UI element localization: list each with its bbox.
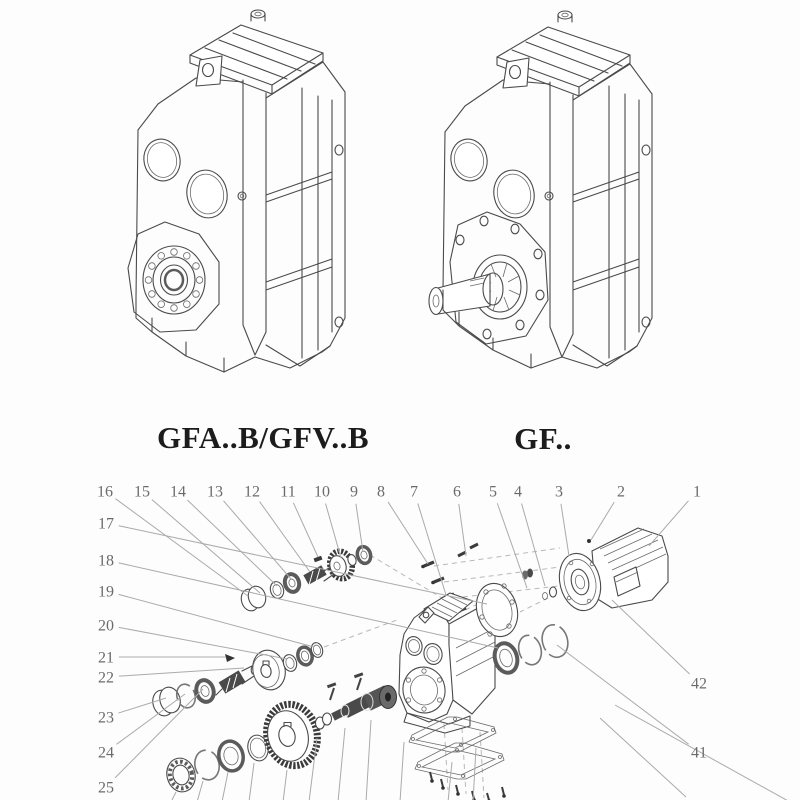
leader-line-6 [459,504,466,556]
leader-line-1 [649,501,688,546]
leader-line-2 [591,502,614,540]
part-callout-41: 41 [691,744,707,762]
left-gearbox-drawing [128,10,345,372]
part-callout-5: 5 [489,483,497,501]
part-callout-7: 7 [410,483,418,501]
part-callout-6: 6 [453,483,461,501]
callout-layer [97,484,707,797]
bearing-rollers [145,249,203,312]
part-callout-42: 42 [691,675,707,693]
leader-line-19 [119,594,314,647]
part-callout-11: 11 [280,483,296,501]
leader-line-42 [612,600,690,674]
leader-line-17 [119,526,487,604]
part-callout-17: 17 [98,515,114,533]
breather-plug-icon [558,11,572,22]
part-callout-13: 13 [207,483,223,501]
cover-bolts [430,772,506,800]
leader-line-9 [356,504,363,552]
part-callout-10: 10 [314,483,330,501]
leader-line-24 [116,694,185,744]
leader-line-41 [557,645,689,744]
left-model-label: GFA..B/GFV..B [156,420,370,455]
leader-line-22 [119,668,244,676]
part-callout-8: 8 [377,483,385,501]
leader-line-8 [388,502,428,564]
part-callout-1: 1 [693,483,701,501]
part-callout-25: 25 [98,779,114,797]
leader-line-11 [293,503,318,557]
part-callout-20: 20 [98,617,114,635]
part-callout-15: 15 [134,483,150,501]
leader-line-10 [326,504,341,558]
part-callout-3: 3 [555,483,563,501]
part-callout-14: 14 [170,483,186,501]
leader-line-5 [497,503,527,588]
motor [522,528,668,615]
leader-line-20 [119,627,287,659]
breather-plug-icon [251,10,265,21]
part-callout-24: 24 [98,744,114,762]
part-callout-4: 4 [514,483,522,501]
right-gearbox-drawing [429,11,652,368]
key [225,654,235,662]
part-callout-23: 23 [98,709,114,727]
part-callout-22: 22 [98,669,114,687]
part-callout-2: 2 [617,483,625,501]
motor-bolt [587,539,591,543]
right-model-label: GF.. [514,421,572,456]
leader-line-15 [152,500,260,593]
part-callout-21: 21 [98,649,114,667]
part-callout-16: 16 [97,483,113,501]
part-callout-12: 12 [244,483,260,501]
part-callout-18: 18 [98,552,114,570]
part-callout-9: 9 [350,483,358,501]
part-callout-19: 19 [98,583,114,601]
leader-line-16 [115,499,248,596]
leader-line-3 [561,504,569,556]
